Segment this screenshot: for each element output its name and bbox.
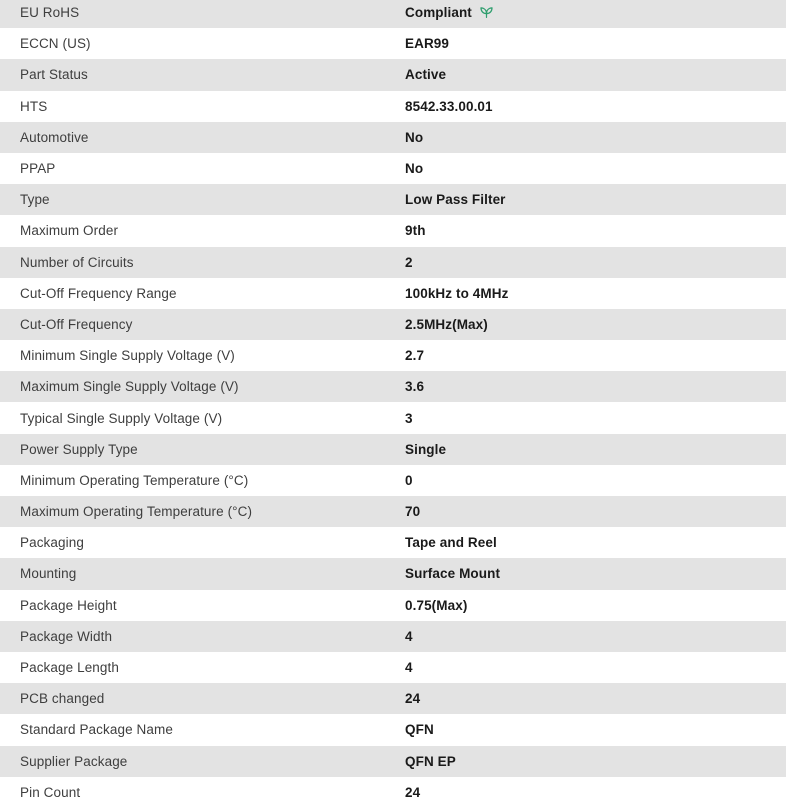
- spec-label: Typical Single Supply Voltage (V): [20, 410, 223, 426]
- spec-label: Packaging: [20, 535, 84, 551]
- spec-label: Standard Package Name: [20, 722, 173, 738]
- spec-value-text: Compliant: [405, 5, 472, 21]
- spec-label: Part Status: [20, 67, 88, 83]
- spec-row: [0, 278, 786, 309]
- spec-label: Pin Count: [20, 784, 81, 800]
- spec-value-text: 4: [405, 660, 413, 676]
- spec-value: [405, 566, 500, 581]
- spec-value: [405, 754, 456, 769]
- spec-value: [405, 255, 413, 270]
- spec-value-text: Single: [405, 441, 447, 457]
- spec-value: [405, 130, 423, 145]
- spec-value-text: QFN EP: [405, 753, 456, 769]
- spec-value: [405, 442, 446, 457]
- spec-value-text: EAR99: [405, 36, 450, 52]
- spec-label: Cut-Off Frequency: [20, 316, 133, 332]
- spec-value: [405, 161, 423, 176]
- spec-row: [0, 28, 786, 59]
- spec-row: [0, 652, 786, 683]
- spec-value-text: Active: [405, 67, 447, 83]
- spec-label: Minimum Operating Temperature (°C): [20, 472, 249, 488]
- spec-label: Maximum Order: [20, 223, 119, 239]
- spec-row: [0, 746, 786, 777]
- spec-value-text: No: [405, 129, 424, 145]
- spec-value-text: 70: [405, 504, 421, 520]
- spec-row: [0, 153, 786, 184]
- spec-row: [0, 122, 786, 153]
- spec-row: [0, 621, 786, 652]
- spec-value: [405, 691, 420, 706]
- spec-value-text: 9th: [405, 223, 426, 239]
- spec-value-text: 2.7: [405, 348, 425, 364]
- spec-row: [0, 558, 786, 589]
- spec-row: [0, 683, 786, 714]
- spec-row: [0, 0, 786, 28]
- spec-value: [405, 317, 488, 332]
- spec-value-text: Low Pass Filter: [405, 192, 506, 208]
- spec-value-text: 2.5MHz(Max): [405, 316, 488, 332]
- spec-label: Package Length: [20, 660, 119, 676]
- spec-label: Power Supply Type: [20, 441, 138, 457]
- spec-value-text: 4: [405, 628, 413, 644]
- spec-row: [0, 247, 786, 278]
- spec-row: [0, 215, 786, 246]
- spec-label: ECCN (US): [20, 36, 91, 52]
- spec-row: [0, 777, 786, 808]
- spec-value: [405, 504, 420, 519]
- spec-value: [405, 660, 413, 675]
- spec-value: [405, 67, 446, 82]
- spec-row: [0, 434, 786, 465]
- spec-value: [405, 99, 493, 114]
- spec-label: Maximum Single Supply Voltage (V): [20, 379, 239, 395]
- spec-value-text: No: [405, 161, 424, 177]
- spec-row: [0, 496, 786, 527]
- spec-value: [405, 722, 434, 737]
- spec-value-text: 0.75(Max): [405, 597, 468, 613]
- spec-value: [405, 192, 506, 207]
- spec-row: [0, 465, 786, 496]
- spec-value-text: 100kHz to 4MHz: [405, 285, 509, 301]
- spec-value: [405, 629, 413, 644]
- spec-value-text: QFN: [405, 722, 434, 738]
- spec-value-text: 3.6: [405, 379, 425, 395]
- spec-row: [0, 91, 786, 122]
- spec-value-text: 0: [405, 472, 413, 488]
- spec-value: [405, 411, 413, 426]
- spec-label: Mounting: [20, 566, 77, 582]
- spec-value: [405, 348, 424, 363]
- spec-row: [0, 340, 786, 371]
- spec-label: Package Width: [20, 628, 113, 644]
- spec-label: EU RoHS: [20, 5, 80, 21]
- spec-row: [0, 402, 786, 433]
- spec-value-text: 3: [405, 410, 413, 426]
- spec-value: [405, 36, 449, 51]
- spec-row: [0, 371, 786, 402]
- spec-label: Automotive: [20, 129, 89, 145]
- spec-value: [405, 598, 467, 613]
- spec-value-text: Surface Mount: [405, 566, 501, 582]
- spec-value: [405, 379, 424, 394]
- spec-row: [0, 590, 786, 621]
- spec-row: [0, 309, 786, 340]
- spec-value-text: 2: [405, 254, 413, 270]
- spec-value-text: 8542.33.00.01: [405, 98, 493, 114]
- spec-label: HTS: [20, 98, 48, 114]
- spec-row: [0, 714, 786, 745]
- spec-label: Type: [20, 192, 50, 208]
- spec-label: Minimum Single Supply Voltage (V): [20, 348, 235, 364]
- spec-value: [405, 535, 497, 550]
- spec-value-text: 24: [405, 784, 421, 800]
- spec-row: [0, 59, 786, 90]
- spec-label: Maximum Operating Temperature (°C): [20, 504, 253, 520]
- rohs-compliant-leaf-icon[interactable]: [479, 5, 494, 20]
- spec-label: PCB changed: [20, 691, 105, 707]
- spec-value: [405, 785, 420, 800]
- spec-row: [0, 184, 786, 215]
- spec-value: [405, 286, 508, 301]
- spec-value-text: 24: [405, 691, 421, 707]
- spec-row: [0, 527, 786, 558]
- spec-label: Cut-Off Frequency Range: [20, 285, 177, 301]
- spec-label: Package Height: [20, 597, 117, 613]
- spec-label: Number of Circuits: [20, 254, 134, 270]
- spec-value: [405, 5, 494, 20]
- spec-label: Supplier Package: [20, 753, 128, 769]
- spec-label: PPAP: [20, 161, 56, 177]
- spec-value-text: Tape and Reel: [405, 535, 497, 551]
- spec-value: [405, 473, 413, 488]
- spec-value: [405, 223, 426, 238]
